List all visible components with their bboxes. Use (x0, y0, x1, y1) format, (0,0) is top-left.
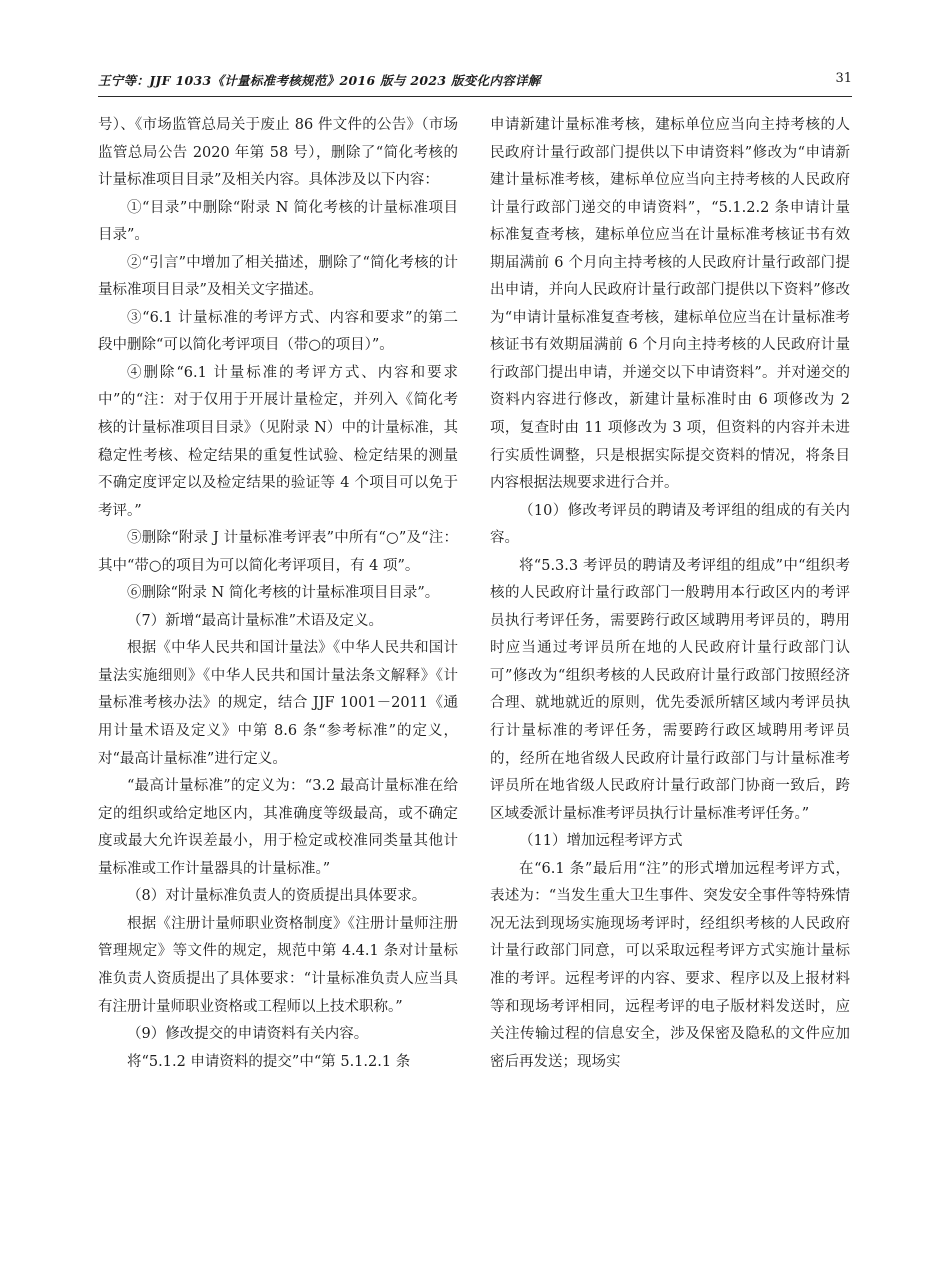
paragraph: 申请新建计量标准考核，建标单位应当向主持考核的人民政府计量行政部门提供以下申请资料”修改为“申请新建计量标准考核，建标单位应当向主持考核的人民政府计量行政部门递交的申请资料”，“5.1.2.2 条申请计量标准复查考核，建标单位应当在计量标准考核证书有效期届满前 6 个月向主持考核的人民政府计量行政部门提出申请，并向人民政府计量行政部门提供以下资料”修改为“申请计量标准复查考核，建标单位应当在计量标准考核证书有效期届满前 6 个月向主持考核的人民政府计量行政部门提出申请，并递交以下申请资料”。并对递交的资料内容进行修改，新建计量标准时由 6 项修改为 2 项，复查时由 11 项修改为 3 项，但资料的内容并未进行实质性调整，只是根据实际提交资料的情况，将条目内容根据法规要求进行合并。 (490, 117, 850, 492)
paragraph: ⑥删除“附录 N 简化考核的计量标准项目目录”。 (127, 585, 440, 602)
paragraph: ③“6.1 计量标准的考评方式、内容和要求”的第二段中删除“可以简化考评项目（带○的项目）”。 (98, 309, 458, 354)
header-title: 王宁等：JJF 1033《计量标准考核规范》2016 版与 2023 版变化内容详解 (98, 73, 541, 88)
running-header (98, 66, 852, 97)
paragraph: （8）对计量标准负责人的资质提出具体要求。 (127, 888, 427, 905)
paragraph: ④删除“6.1 计量标准的考评方式、内容和要求中”的“注：对于仅用于开展计量检定，并列入《简化考核的计量标准项目目录》（见附录 N）中的计量标准，其稳定性考核、检定结果的重复性试验、检定结果的测量不确定度评定以及检定结果的验证等 4 个项目可以免于考评。” (98, 364, 458, 519)
paragraph: ⑤删除“附录 J 计量标准考评表”中所有“○”及“注：其中“带○的项目为可以简化考评项目，有 4 项”。 (98, 530, 458, 574)
page-number: 31 (835, 71, 852, 86)
paragraph: 在“6.1 条”最后用“注”的形式增加远程考评方式，表述为：“当发生重大卫生事件、突发安全事件等特殊情况无法到现场实施现场考评时，经组织考核的人民政府计量行政部门同意，可以采取远程考评方式实施计量标准的考评。远程考评的内容、要求、程序以及上报材料等和现场考评相同，远程考评的电子版材料发送时，应关注传输过程的信息安全，涉及保密及隐私的文件应加密后再发送；现场实 (490, 860, 850, 1070)
right-column (490, 112, 850, 1076)
paragraph: （10）修改考评员的聘请及考评组的组成的有关内容。 (490, 502, 850, 547)
paragraph: 将“5.1.2 申请资料的提交”中“第 5.1.2.1 条 (127, 1053, 411, 1070)
paragraph: 将“5.3.3 考评员的聘请及考评组的组成”中“组织考核的人民政府计量行政部门一般聘用本行政区内的考评员执行考评任务，需要跨行政区域聘用考评员的，聘用时应当通过考评员所在地的人民政府计量行政部门认可”修改为“组织考核的人民政府计量行政部门按照经济合理、就地就近的原则，优先委派所辖区域内考评员执行计量标准的考评任务，需要跨行政区域聘用考评员的，经所在地省级人民政府计量行政部门与计量标准考评员所在地省级人民政府计量行政部门协商一致后，跨区域委派计量标准考评员执行计量标准考评任务。” (490, 557, 850, 822)
paragraph: 根据《中华人民共和国计量法》《中华人民共和国计量法实施细则》《中华人民共和国计量法条文解释》《计量标准考核办法》的规定，结合 JJF 1001－2011《通用计量术语及定义》中第 8.6 条“参考标准”的定义，对“最高计量标准”进行定义。 (98, 640, 458, 767)
paragraph: （7）新增“最高计量标准”术语及定义。 (127, 612, 384, 629)
left-column (98, 112, 458, 1076)
paragraph: “最高计量标准”的定义为：“3.2 最高计量标准在给定的组织或给定地区内，其准确度等级最高，或不确定度或最大允许误差最小，用于检定或校准同类量其他计量标准或工作计量器具的计量标准。” (98, 778, 458, 877)
paragraph: ①“目录”中删除“附录 N 简化考核的计量标准项目目录”。 (98, 199, 458, 244)
paragraph: 号）、《市场监管总局关于废止 86 件文件的公告》（市场监管总局公告 2020 年第 58 号），删除了“简化考核的计量标准项目目录”及相关内容。具体涉及以下内容： (98, 117, 458, 189)
paragraph: 根据《注册计量师职业资格制度》《注册计量师注册管理规定》等文件的规定，规范中第 4.4.1 条对计量标准负责人资质提出了具体要求：“计量标准负责人应当具有注册计量师职业资格或工程师以上技术职称。” (98, 915, 458, 1015)
paragraph: ②“引言”中增加了相关描述，删除了“简化考核的计量标准项目目录”及相关文字描述。 (98, 254, 458, 299)
paragraph: （9）修改提交的申请资料有关内容。 (127, 1026, 369, 1043)
paragraph: （11）增加远程考评方式 (519, 833, 683, 850)
